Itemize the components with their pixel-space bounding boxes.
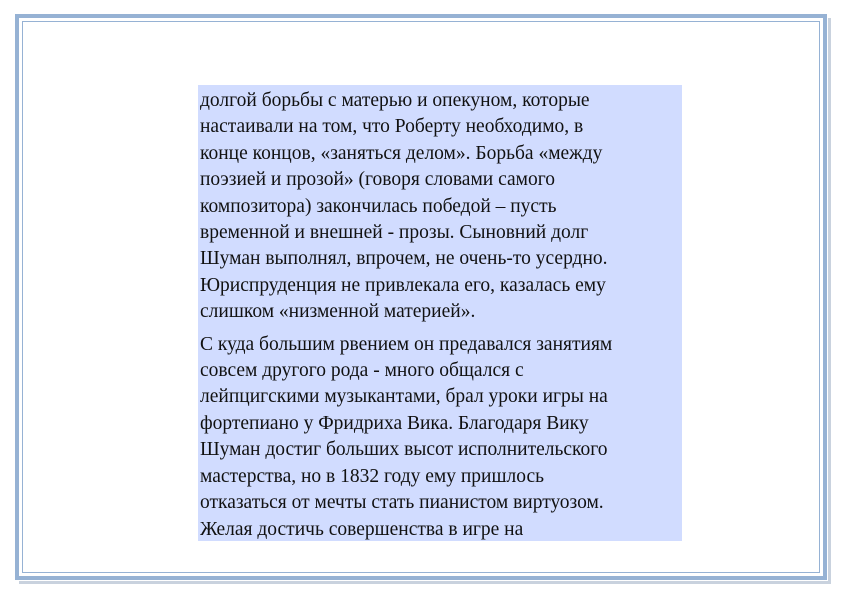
text-line: лейпцигскими музыкантами, брал уроки игры на [200, 386, 608, 408]
text-line: отказаться от мечты стать пианистом виртуозом. [200, 492, 604, 514]
text-line: конце концов, «заняться делом». Борьба «между [200, 142, 603, 164]
text-line: долгой борьбы с матерью и опекуном, которые [200, 90, 590, 111]
text-line: мастерства, но в 1832 году ему пришлось [200, 465, 545, 487]
text-line: совсем другого рода - много общался с [200, 360, 524, 382]
text-line: настаивали на том, что Роберту необходимо, в [200, 116, 584, 138]
paragraph-1 [200, 88, 678, 326]
text-line: Юриспруденция не привлекала его, казалась ему [200, 274, 606, 296]
text-line: Желая достичь совершенства в игре на [200, 518, 524, 540]
text-line: Шуман выполнял, впрочем, не очень-то усердно. [200, 248, 608, 270]
text-line: композитора) закончилась победой – пусть [200, 195, 557, 217]
text-line: Шуман достиг больших высот исполнительского [200, 439, 608, 461]
text-line: фортепиано у Фридриха Вика. Благодаря Вику [200, 412, 589, 434]
text-line: поэзией и прозой» (говоря словами самого [200, 169, 556, 191]
text-line: временной и внешней - прозы. Сыновний долг [200, 222, 589, 244]
text-line: слишком «низменной материей». [200, 301, 476, 323]
text-block [198, 85, 682, 541]
paragraph-2 [200, 332, 678, 541]
text-line: С куда большим рвением он предавался занятиям [200, 333, 613, 355]
